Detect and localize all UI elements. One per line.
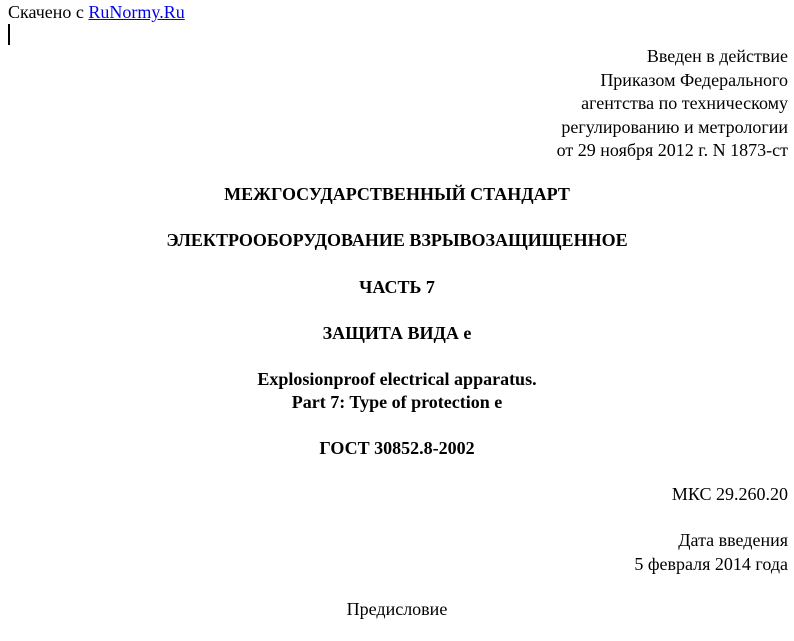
introduced-line: от 29 ноября 2012 г. N 1873-ст [556, 140, 788, 160]
effective-date-label: Дата введения [678, 530, 788, 550]
introduced-line: Введен в действие [646, 46, 788, 66]
subject-heading: ЭЛЕКТРООБОРУДОВАНИЕ ВЗРЫВОЗАЩИЩЕННОЕ [166, 230, 628, 250]
english-title-line-1: Explosionproof electrical apparatus. [257, 369, 537, 389]
mks-code [672, 483, 788, 507]
effective-date-block [634, 529, 788, 576]
foreword-heading [0, 598, 794, 621]
source-line [8, 2, 185, 22]
effective-date-value: 5 февраля 2014 года [634, 553, 788, 574]
introduced-line: регулированию и метрологии [561, 116, 788, 137]
introduced-line: агентства по техническому [581, 93, 788, 113]
gost-number: ГОСТ 30852.8-2002 [319, 438, 475, 458]
mks-code-text: МКС 29.260.20 [671, 484, 788, 504]
introduced-line: Приказом Федерального [600, 69, 788, 90]
text-cursor [8, 24, 10, 45]
source-prefix: Скачено с [8, 2, 84, 22]
foreword-heading-text: Предисловие [346, 599, 448, 619]
standard-type-heading: МЕЖГОСУДАРСТВЕННЫЙ СТАНДАРТ [224, 184, 570, 204]
english-title-line-2: Part 7: Type of protection e [291, 392, 503, 412]
part-heading: ЧАСТЬ 7 [359, 277, 435, 297]
source-link[interactable]: RuNormy.Ru [88, 2, 185, 22]
protection-heading: ЗАЩИТА ВИДА e [322, 323, 472, 343]
introduced-block [557, 45, 788, 163]
